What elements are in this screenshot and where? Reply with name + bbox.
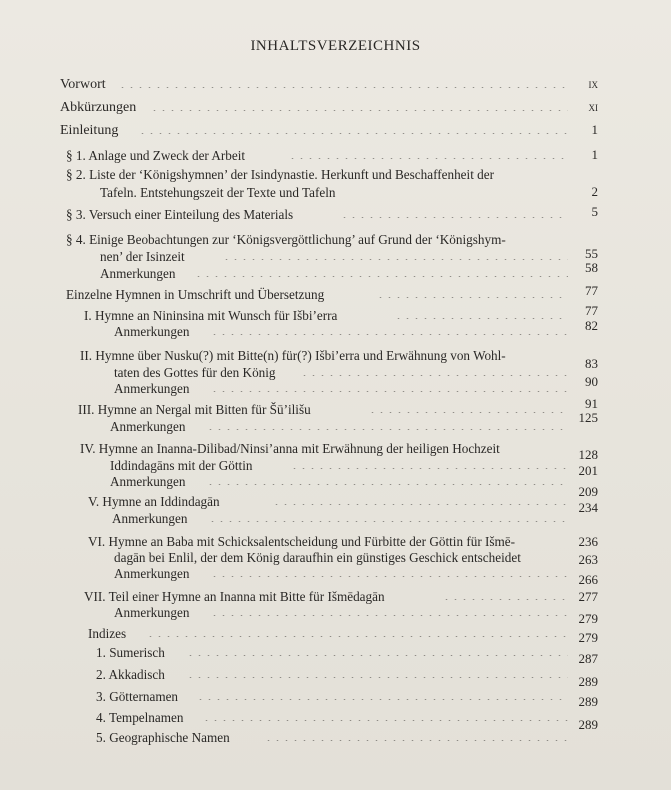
leader-dots <box>222 259 568 260</box>
toc-page-number: 128 <box>578 447 598 462</box>
leader-dots <box>368 412 568 413</box>
toc-page-number: xi <box>588 99 598 114</box>
toc-entry-text: II. Hymne über Nusku(?) mit Bitte(n) für(?) Išbi’erra und Erwähnung von Wohl- <box>80 348 506 363</box>
toc-page-number: 287 <box>578 651 598 666</box>
toc-page-number: 77 <box>585 283 598 298</box>
toc-entry-text: IV. Hymne an Inanna-Dilibad/Ninsi’anna mit Erwähnung der heiligen Hochzeit <box>80 441 500 456</box>
toc-entry-text: Abkürzungen <box>60 100 137 115</box>
toc-page-number: 125 <box>578 410 598 425</box>
toc-page-number: 1 <box>591 122 598 137</box>
leader-dots <box>210 576 568 577</box>
toc-entry-text: Vorwort <box>60 77 106 92</box>
leader-dots <box>376 297 568 298</box>
toc-entry-text: Anmerkungen <box>110 419 186 434</box>
leader-dots <box>210 391 568 392</box>
toc-entry-text-continued: nen’ der Isinzeit <box>100 249 185 264</box>
toc-page-number: 2 <box>591 184 598 199</box>
toc-entry-text-continued: taten des Gottes für den König <box>114 365 276 380</box>
toc-entry-text: 5. Geographische Namen <box>96 730 230 745</box>
toc-page-number: 279 <box>578 630 598 645</box>
toc-entry-text: 1. Sumerisch <box>96 645 165 660</box>
leader-dots <box>290 468 568 469</box>
leader-dots <box>206 429 568 430</box>
leader-dots <box>210 615 568 616</box>
toc-entry-text: VI. Hymne an Baba mit Schicksalentscheidung und Fürbitte der Göttin für Išmē- <box>88 534 516 549</box>
leader-dots <box>196 699 568 700</box>
toc-entry-text: § 2. Liste der ‘Königshymnen’ der Isindynastie. Herkunft und Beschaffenheit der <box>66 167 494 182</box>
leader-dots <box>202 720 568 721</box>
toc-page-number: 263 <box>578 552 598 567</box>
toc-heading: INHALTSVERZEICHNIS <box>250 38 421 54</box>
leader-dots <box>206 484 568 485</box>
leader-dots <box>208 521 568 522</box>
leader-dots <box>150 110 568 111</box>
toc-entry-text: VII. Teil einer Hymne an Inanna mit Bitte für Išmēdagān <box>84 589 385 604</box>
toc-page-number: 234 <box>578 500 598 515</box>
toc-page-number: 83 <box>585 356 598 371</box>
toc-entry-text: Anmerkungen <box>114 566 190 581</box>
toc-entry-text-continued: dagān bei Enlil, der dem König daraufhin ein günstiges Geschick entscheidet <box>114 550 521 565</box>
toc-entry-text: Einzelne Hymnen in Umschrift und Übersetzung <box>66 287 325 302</box>
leader-dots <box>288 158 568 159</box>
toc-entry-text: Einleitung <box>60 123 119 138</box>
toc-entry-text: § 4. Einige Beobachtungen zur ‘Königsvergöttlichung’ auf Grund der ‘Königshym- <box>66 232 506 247</box>
toc-entry-text: V. Hymne an Iddindagān <box>88 494 220 509</box>
toc-entry-text: 4. Tempelnamen <box>96 710 184 725</box>
toc-page-number: 58 <box>585 260 598 275</box>
toc-entry-text: Anmerkungen <box>114 381 190 396</box>
leader-dots <box>272 504 568 505</box>
toc-page-number: 5 <box>591 204 598 219</box>
leader-dots <box>138 133 568 134</box>
toc-page-number: 91 <box>585 396 598 411</box>
toc-page-number: 236 <box>578 534 598 549</box>
toc-page-number: 277 <box>578 589 598 604</box>
toc-page-number: 289 <box>578 717 598 732</box>
toc-page-number: 289 <box>578 694 598 709</box>
toc-entry-text: I. Hymne an Nininsina mit Wunsch für Išbi’erra <box>84 308 338 323</box>
toc-page-number: 266 <box>578 572 598 587</box>
toc-page-number: 201 <box>578 463 598 478</box>
toc-entry-text: § 1. Anlage und Zweck der Arbeit <box>66 148 246 163</box>
leader-dots <box>300 375 568 376</box>
toc-entry-text: Anmerkungen <box>110 474 186 489</box>
toc-page-number: 279 <box>578 611 598 626</box>
leader-dots <box>118 87 568 88</box>
toc-entry-text: Anmerkungen <box>114 324 190 339</box>
toc-page-number: 55 <box>585 246 598 261</box>
toc-entry-text: 3. Götternamen <box>96 689 179 704</box>
toc-page-number: 82 <box>585 318 598 333</box>
leader-dots <box>186 655 568 656</box>
toc-page-number: ix <box>588 76 598 91</box>
toc-entry-text: 2. Akkadisch <box>96 667 165 682</box>
toc-page-number: 209 <box>578 484 598 499</box>
toc-page-number: 289 <box>578 674 598 689</box>
toc-page-number: 90 <box>585 374 598 389</box>
toc-entry-text-continued: Iddindagāns mit der Göttin <box>110 458 253 473</box>
leader-dots <box>340 217 568 218</box>
leader-dots <box>194 276 568 277</box>
toc-entry-text: § 3. Versuch einer Einteilung des Materials <box>66 207 294 222</box>
toc-page-number: 1 <box>591 147 598 162</box>
leader-dots <box>442 599 568 600</box>
leader-dots <box>264 740 568 741</box>
toc-entry-text: III. Hymne an Nergal mit Bitten für Šū’ilišu <box>78 402 311 417</box>
leader-dots <box>146 636 568 637</box>
toc-entry-text: Anmerkungen <box>112 511 188 526</box>
toc-page-number: 77 <box>585 303 598 318</box>
toc-entry-text: Indizes <box>88 626 127 641</box>
toc-entry-text: Anmerkungen <box>100 266 176 281</box>
leader-dots <box>394 318 568 319</box>
leader-dots <box>210 334 568 335</box>
toc-entry-text: Anmerkungen <box>114 605 190 620</box>
leader-dots <box>186 677 568 678</box>
toc-entry-text-continued: Tafeln. Entstehungszeit der Texte und Tafeln <box>100 185 336 200</box>
